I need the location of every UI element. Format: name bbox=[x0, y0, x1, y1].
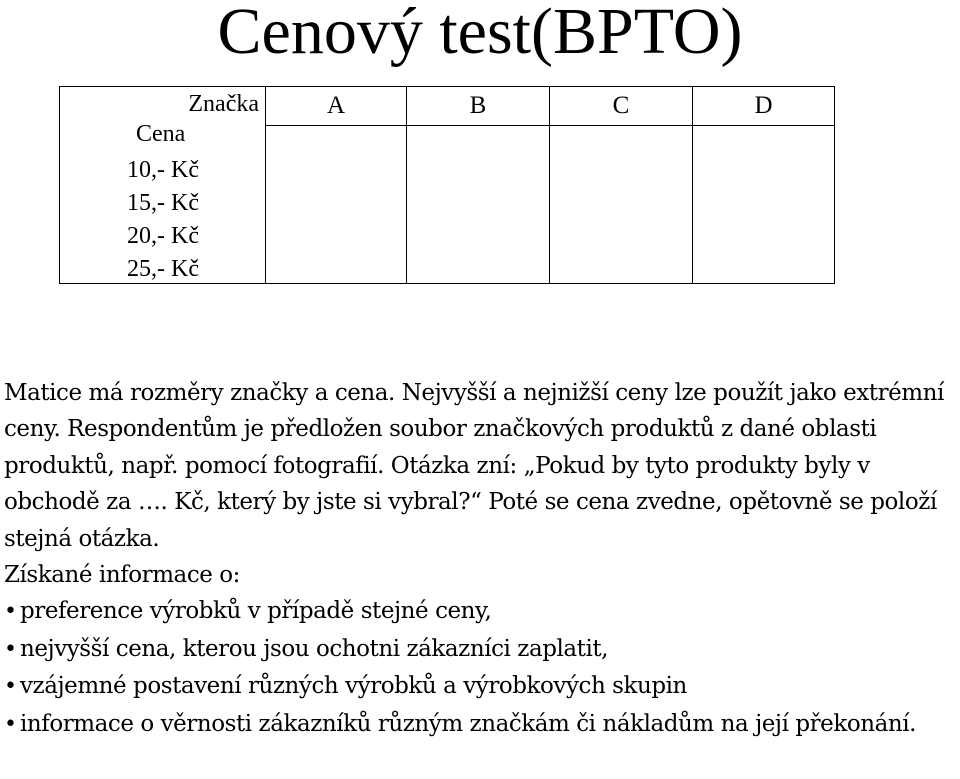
matrix-cell-a bbox=[266, 126, 407, 284]
price-item: 10,- Kč bbox=[127, 157, 199, 183]
bullet-icon: • bbox=[4, 636, 17, 662]
matrix-cell-c bbox=[550, 126, 693, 284]
price-item: 25,- Kč bbox=[127, 256, 199, 282]
bullet-icon: • bbox=[4, 674, 17, 700]
matrix-corner-cell bbox=[60, 87, 266, 284]
bullet-icon: • bbox=[4, 599, 17, 625]
list-item-text: preference výrobků v případě stejné ceny, bbox=[20, 598, 492, 625]
price-brand-matrix bbox=[59, 86, 835, 284]
matrix-header-row bbox=[60, 87, 835, 126]
price-item: 20,- Kč bbox=[127, 223, 199, 249]
list-item-text: informace o věrnosti zákazníků různým značkám či nákladům na její překonání. bbox=[20, 710, 916, 737]
list-item bbox=[4, 593, 959, 630]
bullet-icon: • bbox=[4, 711, 17, 737]
brand-column-a: A bbox=[266, 87, 407, 126]
price-list bbox=[127, 155, 199, 287]
info-list bbox=[4, 593, 959, 743]
body-text bbox=[4, 375, 959, 743]
list-item bbox=[4, 631, 959, 668]
brand-column-c: C bbox=[550, 87, 693, 126]
list-item bbox=[4, 706, 959, 743]
matrix-cell-b bbox=[407, 126, 550, 284]
brand-axis-label: Značka bbox=[188, 91, 259, 117]
matrix-cell-d bbox=[693, 126, 835, 284]
brand-column-d: D bbox=[693, 87, 835, 126]
list-item-text: nejvyšší cena, kterou jsou ochotni zákazníci zaplatit, bbox=[20, 635, 609, 662]
price-axis-label: Cena bbox=[136, 121, 186, 147]
page-title: Cenový test(BPTO) bbox=[217, 0, 743, 68]
brand-column-b: B bbox=[407, 87, 550, 126]
method-description: Matice má rozměry značky a cena. Nejvyšší a nejnižší ceny lze použít jako extrémní ceny. Respondentům je předložen soubor značkových produktů z dané oblasti produktů, např. pomocí fotografií. Otázka zní: „Pokud by tyto produkty byly v obchodě za …. Kč, který by jste si vybral?“ Poté se cena zvedne, opětovně se položí stejná otázka. bbox=[4, 380, 944, 552]
list-item-text: vzájemné postavení různých výrobků a výrobkových skupin bbox=[20, 673, 687, 700]
info-intro: Získané informace o: bbox=[4, 562, 240, 589]
price-item: 15,- Kč bbox=[127, 190, 199, 216]
list-item bbox=[4, 668, 959, 705]
